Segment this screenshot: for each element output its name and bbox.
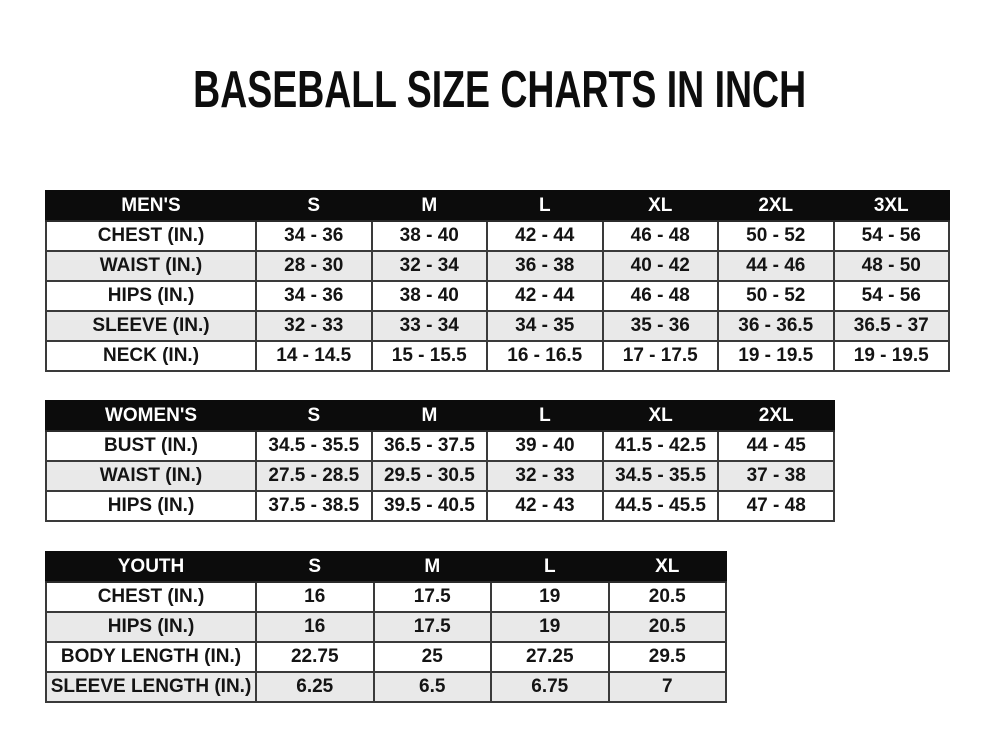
size-value-cell: 27.5 - 28.5 <box>256 461 372 491</box>
table-header-row <box>46 401 834 431</box>
size-value-cell: 54 - 56 <box>834 221 950 251</box>
measurement-label-cell: SLEEVE (IN.) <box>46 311 256 341</box>
size-value-cell: 48 - 50 <box>834 251 950 281</box>
size-value-cell: 34 - 35 <box>487 311 603 341</box>
mens-size-table <box>45 190 950 372</box>
size-value-cell: 16 - 16.5 <box>487 341 603 371</box>
size-value-cell: 7 <box>609 672 727 702</box>
measurement-label-cell: BUST (IN.) <box>46 431 256 461</box>
size-value-cell: 42 - 43 <box>487 491 603 521</box>
measurement-label-cell: HIPS (IN.) <box>46 281 256 311</box>
size-value-cell: 19 - 19.5 <box>834 341 950 371</box>
size-value-cell: 46 - 48 <box>603 281 719 311</box>
measurement-label-cell: CHEST (IN.) <box>46 221 256 251</box>
size-column-header: S <box>256 401 372 431</box>
size-value-cell: 46 - 48 <box>603 221 719 251</box>
size-value-cell: 32 - 33 <box>256 311 372 341</box>
measurement-row <box>46 642 726 672</box>
size-value-cell: 19 <box>491 612 609 642</box>
table-header-row <box>46 552 726 582</box>
size-value-cell: 35 - 36 <box>603 311 719 341</box>
size-value-cell: 6.5 <box>374 672 492 702</box>
size-value-cell: 47 - 48 <box>718 491 834 521</box>
size-value-cell: 44 - 46 <box>718 251 834 281</box>
size-value-cell: 38 - 40 <box>372 221 488 251</box>
size-value-cell: 17.5 <box>374 582 492 612</box>
measurement-row <box>46 431 834 461</box>
womens-size-table <box>45 400 835 522</box>
youth-size-chart-section <box>45 551 727 703</box>
measurement-row <box>46 461 834 491</box>
size-value-cell: 32 - 34 <box>372 251 488 281</box>
measurement-row <box>46 311 949 341</box>
size-value-cell: 17 - 17.5 <box>603 341 719 371</box>
size-column-header: M <box>372 191 488 221</box>
size-value-cell: 20.5 <box>609 582 727 612</box>
size-value-cell: 50 - 52 <box>718 221 834 251</box>
size-column-header: XL <box>603 401 719 431</box>
womens-size-chart-section <box>45 400 835 522</box>
youth-size-table <box>45 551 727 703</box>
size-value-cell: 19 <box>491 582 609 612</box>
size-column-header: 2XL <box>718 401 834 431</box>
size-value-cell: 6.75 <box>491 672 609 702</box>
size-column-header: L <box>487 401 603 431</box>
measurement-row <box>46 341 949 371</box>
size-value-cell: 42 - 44 <box>487 221 603 251</box>
size-value-cell: 44.5 - 45.5 <box>603 491 719 521</box>
size-value-cell: 16 <box>256 612 374 642</box>
size-value-cell: 34.5 - 35.5 <box>256 431 372 461</box>
page-title: BASEBALL SIZE CHARTS IN INCH <box>193 61 807 119</box>
size-value-cell: 40 - 42 <box>603 251 719 281</box>
size-value-cell: 54 - 56 <box>834 281 950 311</box>
measurement-row <box>46 582 726 612</box>
size-value-cell: 36.5 - 37 <box>834 311 950 341</box>
size-value-cell: 15 - 15.5 <box>372 341 488 371</box>
size-value-cell: 29.5 <box>609 642 727 672</box>
size-value-cell: 39 - 40 <box>487 431 603 461</box>
size-value-cell: 17.5 <box>374 612 492 642</box>
measurement-row <box>46 672 726 702</box>
group-header-cell: MEN'S <box>46 191 256 221</box>
size-column-header: M <box>374 552 492 582</box>
size-value-cell: 36.5 - 37.5 <box>372 431 488 461</box>
table-header-row <box>46 191 949 221</box>
size-value-cell: 39.5 - 40.5 <box>372 491 488 521</box>
size-value-cell: 33 - 34 <box>372 311 488 341</box>
measurement-row <box>46 251 949 281</box>
measurement-row <box>46 491 834 521</box>
size-value-cell: 34 - 36 <box>256 221 372 251</box>
measurement-label-cell: HIPS (IN.) <box>46 612 256 642</box>
size-value-cell: 19 - 19.5 <box>718 341 834 371</box>
measurement-label-cell: WAIST (IN.) <box>46 461 256 491</box>
measurement-row <box>46 221 949 251</box>
size-column-header: XL <box>609 552 727 582</box>
group-header-cell: YOUTH <box>46 552 256 582</box>
size-value-cell: 29.5 - 30.5 <box>372 461 488 491</box>
size-value-cell: 42 - 44 <box>487 281 603 311</box>
size-column-header: S <box>256 191 372 221</box>
size-value-cell: 37.5 - 38.5 <box>256 491 372 521</box>
measurement-row <box>46 612 726 642</box>
size-value-cell: 36 - 38 <box>487 251 603 281</box>
measurement-label-cell: BODY LENGTH (IN.) <box>46 642 256 672</box>
size-column-header: L <box>491 552 609 582</box>
size-column-header: XL <box>603 191 719 221</box>
measurement-label-cell: SLEEVE LENGTH (IN.) <box>46 672 256 702</box>
size-value-cell: 50 - 52 <box>718 281 834 311</box>
size-column-header: L <box>487 191 603 221</box>
page-title-container <box>0 61 1000 119</box>
size-value-cell: 41.5 - 42.5 <box>603 431 719 461</box>
size-value-cell: 32 - 33 <box>487 461 603 491</box>
size-value-cell: 27.25 <box>491 642 609 672</box>
size-value-cell: 16 <box>256 582 374 612</box>
size-value-cell: 25 <box>374 642 492 672</box>
measurement-label-cell: CHEST (IN.) <box>46 582 256 612</box>
measurement-label-cell: WAIST (IN.) <box>46 251 256 281</box>
size-value-cell: 20.5 <box>609 612 727 642</box>
group-header-cell: WOMEN'S <box>46 401 256 431</box>
measurement-row <box>46 281 949 311</box>
mens-size-chart-section <box>45 190 950 372</box>
size-value-cell: 28 - 30 <box>256 251 372 281</box>
size-value-cell: 14 - 14.5 <box>256 341 372 371</box>
size-value-cell: 34 - 36 <box>256 281 372 311</box>
measurement-label-cell: HIPS (IN.) <box>46 491 256 521</box>
size-value-cell: 22.75 <box>256 642 374 672</box>
size-value-cell: 34.5 - 35.5 <box>603 461 719 491</box>
size-value-cell: 36 - 36.5 <box>718 311 834 341</box>
size-value-cell: 37 - 38 <box>718 461 834 491</box>
size-column-header: 2XL <box>718 191 834 221</box>
size-column-header: M <box>372 401 488 431</box>
size-value-cell: 38 - 40 <box>372 281 488 311</box>
measurement-label-cell: NECK (IN.) <box>46 341 256 371</box>
size-value-cell: 44 - 45 <box>718 431 834 461</box>
size-value-cell: 6.25 <box>256 672 374 702</box>
size-column-header: S <box>256 552 374 582</box>
size-column-header: 3XL <box>834 191 950 221</box>
